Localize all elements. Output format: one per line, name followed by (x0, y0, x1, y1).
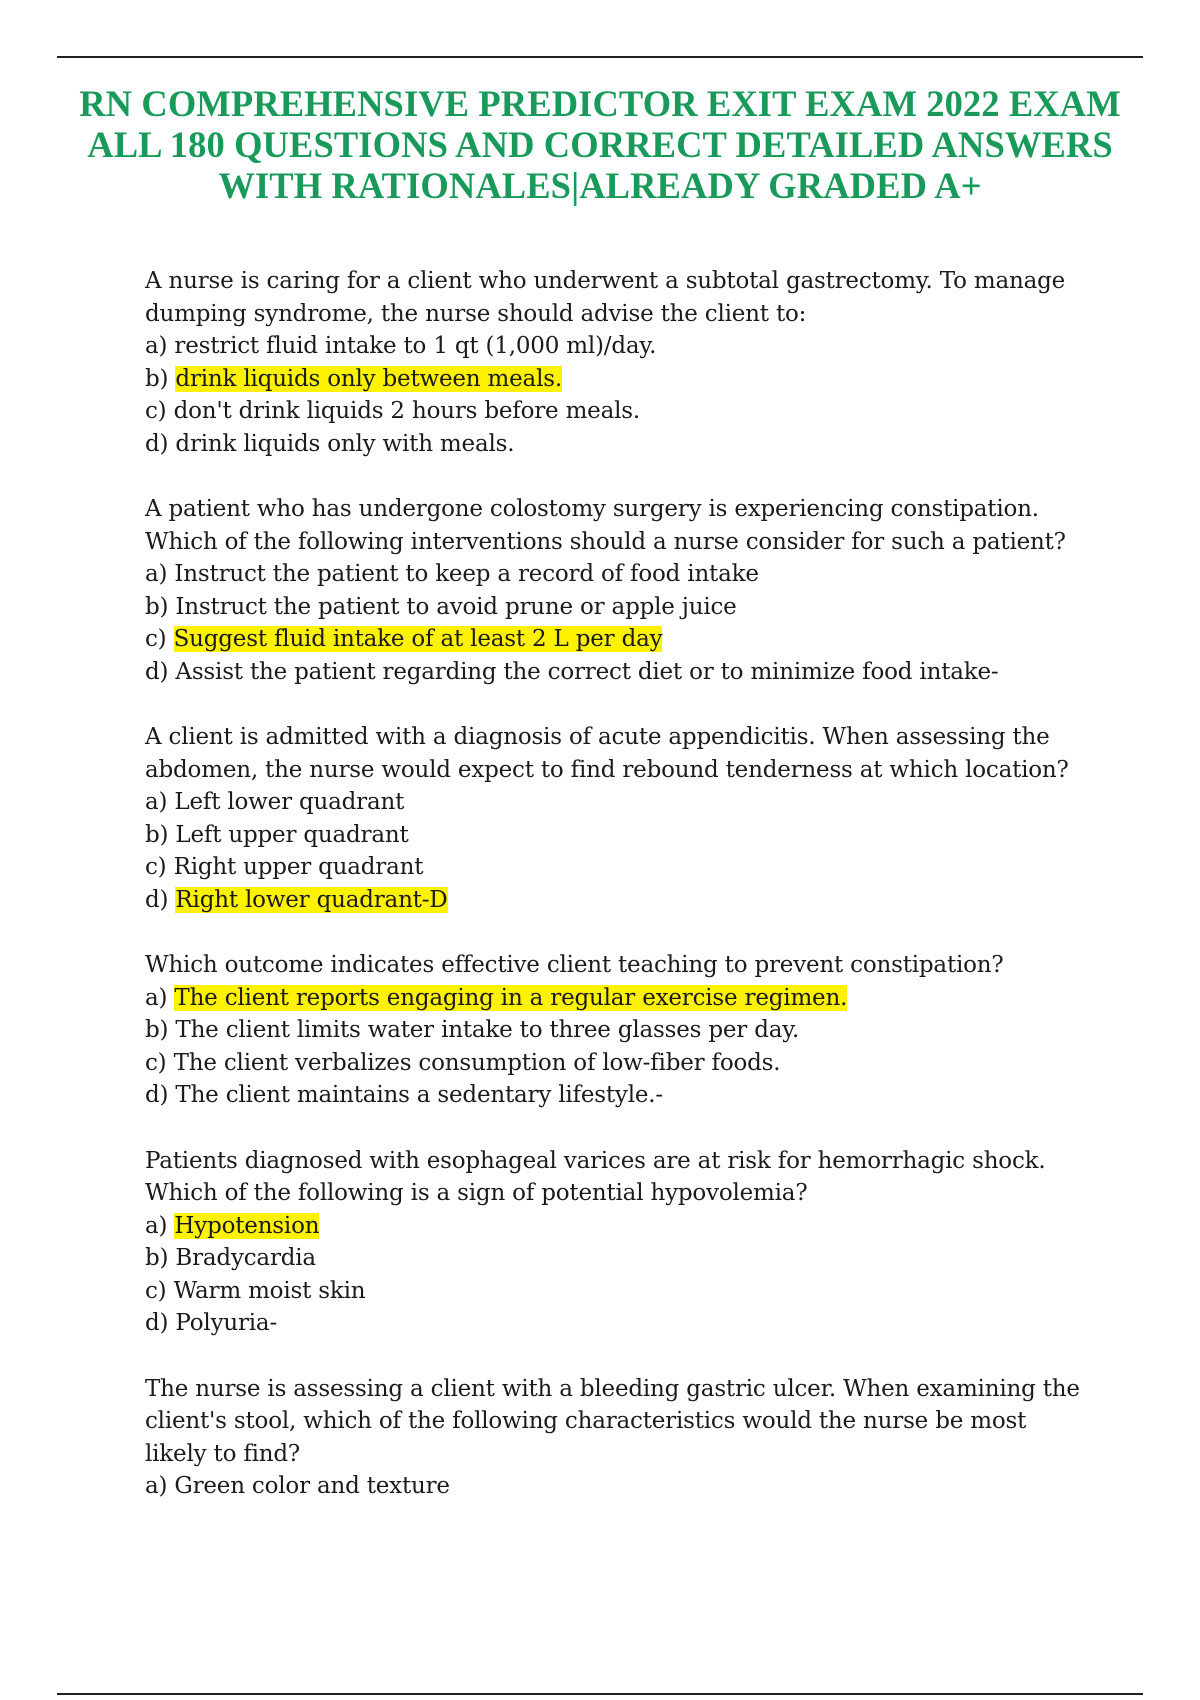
highlighted-answer: drink liquids only between meals. (175, 365, 562, 392)
option-letter: a) (145, 333, 168, 359)
answer-option (145, 1047, 1105, 1080)
answer-option-correct (145, 363, 1105, 396)
option-letter: a) (145, 1473, 168, 1499)
answer-option-correct (145, 623, 1105, 656)
answer-option (145, 1275, 1105, 1308)
option-text: Bradycardia (175, 1245, 316, 1271)
option-letter: b) (145, 1017, 169, 1043)
answer-option (145, 656, 1105, 689)
question-stem: Which of the following is a sign of potential hypovolemia? (145, 1180, 808, 1206)
option-text: Instruct the patient to avoid prune or apple juice (175, 593, 737, 620)
title-line: RN COMPREHENSIVE PREDICTOR EXIT EXAM 2022 EXAM (79, 83, 1121, 124)
answer-option (145, 851, 1105, 884)
answer-option (145, 1307, 1105, 1340)
answer-option (145, 1014, 1105, 1047)
bottom-rule (57, 1693, 1143, 1695)
question-stem: Which outcome indicates effective client teaching to prevent constipation? (145, 952, 1004, 978)
answer-option (145, 395, 1105, 428)
answer-option (145, 1242, 1105, 1275)
highlighted-answer: The client reports engaging in a regular exercise regimen. (174, 984, 848, 1011)
question-stem: client's stool, which of the following characteristics would the nurse be most (145, 1408, 1027, 1434)
option-letter: a) (145, 561, 168, 587)
answer-option-correct (145, 982, 1105, 1015)
answer-option-correct (145, 884, 1105, 917)
question-5 (145, 1145, 1105, 1340)
highlighted-answer: Right lower quadrant-D (175, 886, 448, 913)
question-3 (145, 721, 1105, 916)
option-letter: b) (145, 1245, 169, 1271)
question-stem: abdomen, the nurse would expect to find rebound tenderness at which location? (145, 756, 1069, 783)
option-letter: c) (145, 854, 167, 880)
document-title (60, 83, 1140, 206)
option-letter: b) (145, 821, 169, 848)
question-6 (145, 1373, 1105, 1503)
title-line: ALL 180 QUESTIONS AND CORRECT DETAILED ANSWERS (87, 124, 1113, 165)
option-letter: b) (145, 593, 169, 620)
option-text: don't drink liquids 2 hours before meals. (173, 398, 640, 424)
option-text: Instruct the patient to keep a record of food intake (174, 561, 759, 587)
option-letter: c) (145, 626, 167, 652)
option-text: Right upper quadrant (173, 854, 424, 880)
questions-list (145, 265, 1105, 1536)
answer-option (145, 591, 1105, 624)
option-text: Left lower quadrant (174, 789, 405, 815)
top-rule (57, 56, 1143, 58)
option-text: The client verbalizes consumption of low-fiber foods. (173, 1049, 781, 1076)
option-text: Polyuria- (175, 1310, 278, 1336)
option-text: Green color and texture (174, 1473, 450, 1499)
highlighted-answer: Suggest fluid intake of at least 2 L per day (173, 626, 663, 652)
option-letter: d) (145, 1082, 169, 1108)
option-letter: a) (145, 984, 168, 1011)
question-stem: A client is admitted with a diagnosis of acute appendicitis. When assessing the (145, 724, 1050, 750)
option-letter: b) (145, 365, 169, 392)
title-line: WITH RATIONALES|ALREADY GRADED A+ (218, 165, 982, 206)
option-text: Warm moist skin (173, 1277, 366, 1304)
answer-option (145, 558, 1105, 591)
question-stem: A nurse is caring for a client who underwent a subtotal gastrectomy. To manage (145, 268, 1066, 294)
option-letter: d) (145, 1310, 169, 1336)
answer-option (145, 330, 1105, 363)
question-1 (145, 265, 1105, 460)
question-stem: dumping syndrome, the nurse should advise the client to: (145, 300, 807, 327)
answer-option (145, 786, 1105, 819)
highlighted-answer: Hypotension (174, 1212, 320, 1239)
question-stem: A patient who has undergone colostomy surgery is experiencing constipation. (145, 496, 1039, 522)
question-stem: Which of the following interventions should a nurse consider for such a patient? (145, 528, 1066, 555)
answer-option (145, 1470, 1105, 1503)
question-4 (145, 949, 1105, 1112)
answer-option (145, 819, 1105, 852)
question-stem: Patients diagnosed with esophageal varices are at risk for hemorrhagic shock. (145, 1147, 1046, 1174)
answer-option (145, 428, 1105, 461)
option-text: restrict fluid intake to 1 qt (1,000 ml)/day. (174, 333, 657, 359)
question-stem: likely to find? (145, 1440, 301, 1467)
option-letter: c) (145, 398, 167, 424)
option-letter: d) (145, 658, 169, 685)
option-letter: a) (145, 1212, 168, 1239)
option-text: drink liquids only with meals. (175, 430, 515, 457)
option-letter: d) (145, 430, 169, 457)
option-text: The client limits water intake to three glasses per day. (175, 1017, 800, 1043)
option-letter: c) (145, 1277, 167, 1304)
option-letter: c) (145, 1049, 167, 1076)
option-text: Left upper quadrant (175, 821, 409, 848)
question-stem: The nurse is assessing a client with a bleeding gastric ulcer. When examining the (145, 1375, 1080, 1402)
answer-option (145, 1079, 1105, 1112)
option-letter: a) (145, 789, 168, 815)
answer-option-correct (145, 1210, 1105, 1243)
option-letter: d) (145, 886, 169, 913)
option-text: Assist the patient regarding the correct diet or to minimize food intake- (175, 658, 999, 685)
question-2 (145, 493, 1105, 688)
option-text: The client maintains a sedentary lifestyle.- (175, 1082, 663, 1108)
